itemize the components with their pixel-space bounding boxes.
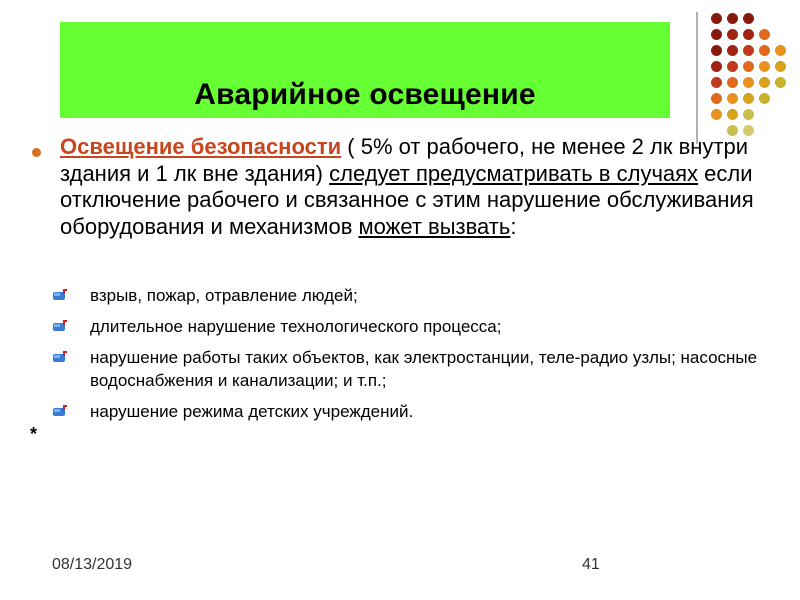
mailbox-icon	[52, 405, 68, 417]
text-may: может вызвать	[358, 213, 511, 239]
slide-title: Аварийное освещение	[194, 78, 536, 111]
decorative-dot	[727, 93, 738, 104]
decorative-dot	[711, 13, 722, 24]
list-item	[52, 284, 772, 307]
lead-term: Освещение безопасности	[60, 134, 342, 159]
decorative-dot	[759, 45, 770, 56]
mailbox-icon	[52, 289, 68, 301]
text-part-2: если отключение рабочего и связанное с этим нарушение обслуживания оборудования и механизмов	[60, 160, 754, 239]
list-item	[52, 346, 772, 392]
decorative-dot	[711, 77, 722, 88]
list-item	[52, 315, 772, 338]
decorative-dot	[711, 29, 722, 40]
decorative-dot	[727, 77, 738, 88]
star-marker: *	[30, 424, 38, 444]
page-number: 41	[582, 556, 600, 573]
text-should: следует предусматривать в случаях	[329, 160, 699, 186]
decorative-dot	[759, 77, 770, 88]
decorative-dot	[775, 77, 786, 88]
list-item-text: длительное нарушение технологического процесса;	[90, 317, 502, 336]
list-item-text: нарушение режима детских учреждений.	[90, 402, 414, 421]
sub-list	[52, 284, 772, 431]
decorative-dot	[743, 61, 754, 72]
decorative-dot	[727, 13, 738, 24]
mailbox-icon	[52, 351, 68, 363]
decorative-dot	[727, 61, 738, 72]
main-bullet	[32, 148, 41, 157]
text-part-1: ( 5% от рабочего, не менее 2 лк внутри здания и 1 лк вне здания)	[60, 134, 749, 186]
decorative-dot	[743, 29, 754, 40]
decorative-dot	[743, 77, 754, 88]
mailbox-icon	[52, 320, 68, 332]
text-colon: :	[510, 213, 517, 239]
decorative-dot	[711, 93, 722, 104]
decorative-dot	[775, 61, 786, 72]
footer-date: 08/13/2019	[52, 556, 133, 573]
decorative-dot	[727, 45, 738, 56]
decorative-dot	[743, 13, 754, 24]
decorative-dot	[711, 45, 722, 56]
decorative-dot	[711, 61, 722, 72]
decorative-dot	[759, 29, 770, 40]
decorative-dot	[743, 93, 754, 104]
decorative-dot	[759, 61, 770, 72]
main-paragraph	[60, 134, 780, 240]
decorative-dot	[759, 93, 770, 104]
list-item	[52, 400, 772, 423]
decorative-dot	[711, 109, 722, 120]
decorative-dot	[727, 29, 738, 40]
list-item-text: взрыв, пожар, отравление людей;	[90, 286, 358, 305]
decorative-dot	[775, 45, 786, 56]
decorative-dot	[727, 109, 738, 120]
decorative-dot	[743, 45, 754, 56]
decorative-divider	[696, 12, 698, 144]
decorative-dot	[743, 109, 754, 120]
list-item-text: нарушение работы таких объектов, как электростанции, теле-радио узлы; насосные водоснабжения и канализации; и т.п.;	[90, 348, 758, 390]
title-box	[60, 22, 670, 118]
